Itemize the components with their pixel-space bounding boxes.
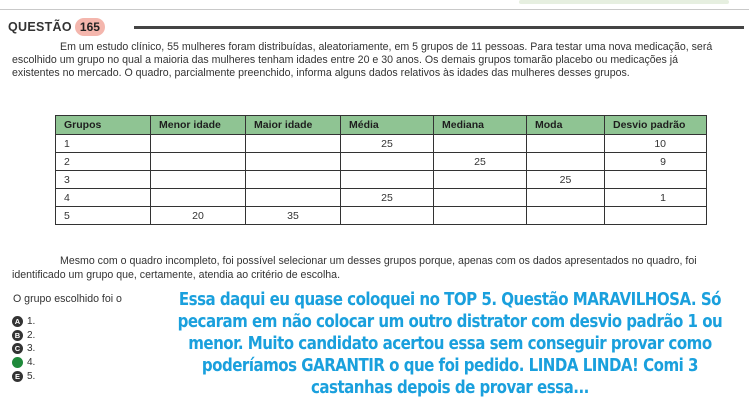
table-cell — [527, 207, 605, 225]
table-cell — [434, 171, 527, 189]
table-cell: 25 — [527, 171, 605, 189]
teacher-comment-overlay: Essa daqui eu quase coloquei no TOP 5. Questão MARAVILHOSA. Só pecaram em não colocar um outro distrator com desvio padrão 1 ou menor. Muito candidato acertou essa sem conseguir provar como poderíamos GARANTIR o que foi pedido. LINDA LINDA! Comi 3 castanhas depois de provar essa... — [177, 290, 723, 398]
option-letter-badge: A — [12, 316, 23, 327]
option-e[interactable] — [12, 369, 35, 383]
table-cell: 3 — [56, 171, 151, 189]
question-prompt: O grupo escolhido foi o — [13, 293, 122, 305]
top-divider — [0, 9, 749, 10]
col-header-menor-idade: Menor idade — [151, 116, 246, 135]
table-cell — [246, 135, 341, 153]
table-header-row — [56, 116, 707, 135]
table-cell — [151, 189, 246, 207]
table-cell — [246, 189, 341, 207]
option-d[interactable] — [12, 356, 35, 370]
option-text: 4. — [27, 357, 36, 369]
col-header-maior-idade: Maior idade — [246, 116, 341, 135]
question-header — [8, 18, 105, 36]
option-b[interactable] — [12, 329, 35, 343]
table-cell — [341, 207, 434, 225]
col-header-moda: Moda — [527, 116, 605, 135]
col-header-mediana: Mediana — [434, 116, 527, 135]
option-letter-badge: E — [12, 371, 23, 382]
option-letter-badge: B — [12, 330, 23, 341]
table-cell: 5 — [56, 207, 151, 225]
option-letter-badge: C — [12, 343, 23, 354]
answer-options — [12, 315, 35, 383]
option-text: 5. — [27, 370, 36, 382]
col-header-media: Média — [341, 116, 434, 135]
table-cell — [605, 207, 707, 225]
table-cell — [151, 171, 246, 189]
option-text: 3. — [27, 343, 36, 355]
table-cell: 2 — [56, 153, 151, 171]
table-cell: 10 — [605, 135, 707, 153]
table-cell — [434, 207, 527, 225]
col-header-desvio-padrao: Desvio padrão — [605, 116, 707, 135]
table-cell — [151, 135, 246, 153]
question-label: QUESTÃO — [8, 20, 72, 34]
table-cell — [341, 171, 434, 189]
table-cell — [246, 153, 341, 171]
table-cell — [246, 171, 341, 189]
table-row — [56, 171, 707, 189]
table-cell: 1 — [56, 135, 151, 153]
table-row — [56, 189, 707, 207]
table-cell: 35 — [246, 207, 341, 225]
table-cell: 25 — [341, 135, 434, 153]
table-cell — [605, 171, 707, 189]
table-cell: 1 — [605, 189, 707, 207]
table-cell — [527, 135, 605, 153]
option-text: 1. — [27, 316, 36, 328]
table-cell — [527, 153, 605, 171]
col-header-grupos: Grupos — [56, 116, 151, 135]
table-row — [56, 135, 707, 153]
header-rule — [134, 26, 744, 29]
table-cell — [527, 189, 605, 207]
table-cell — [341, 153, 434, 171]
table-cell: 9 — [605, 153, 707, 171]
data-table — [55, 115, 707, 225]
after-table-text: Mesmo com o quadro incompleto, foi possível selecionar um desses grupos porque, apenas com os dados apresentados no quadro, foi identificado um grupo que, certamente, atendia ao critério de escolha. — [12, 255, 697, 281]
table-cell — [434, 135, 527, 153]
question-intro: Em um estudo clínico, 55 mulheres foram distribuídas, aleatoriamente, em 5 grupos de 11 pessoas. Para testar uma nova medicação, será escolhido um grupo no qual a maioria das mulheres tenham idades entre 20 e 30 anos. Os demais grupos tomarão placebo ou medicações já existentes no mercado. O quadro, parcialmente preenchido, informa alguns dados relativos às idades das mulheres desses grupos. — [12, 41, 713, 80]
option-a[interactable] — [12, 315, 35, 329]
table-cell: 20 — [151, 207, 246, 225]
table-row — [56, 153, 707, 171]
table-cell: 25 — [341, 189, 434, 207]
option-text: 2. — [27, 329, 36, 341]
table-cell — [434, 189, 527, 207]
option-c[interactable] — [12, 342, 35, 356]
table-cell: 4 — [56, 189, 151, 207]
table-cell — [151, 153, 246, 171]
correct-answer-marker-icon — [12, 357, 23, 368]
table-row — [56, 207, 707, 225]
top-decor-bar — [519, 0, 729, 4]
table-cell: 25 — [434, 153, 527, 171]
question-number-badge: 165 — [75, 18, 105, 36]
